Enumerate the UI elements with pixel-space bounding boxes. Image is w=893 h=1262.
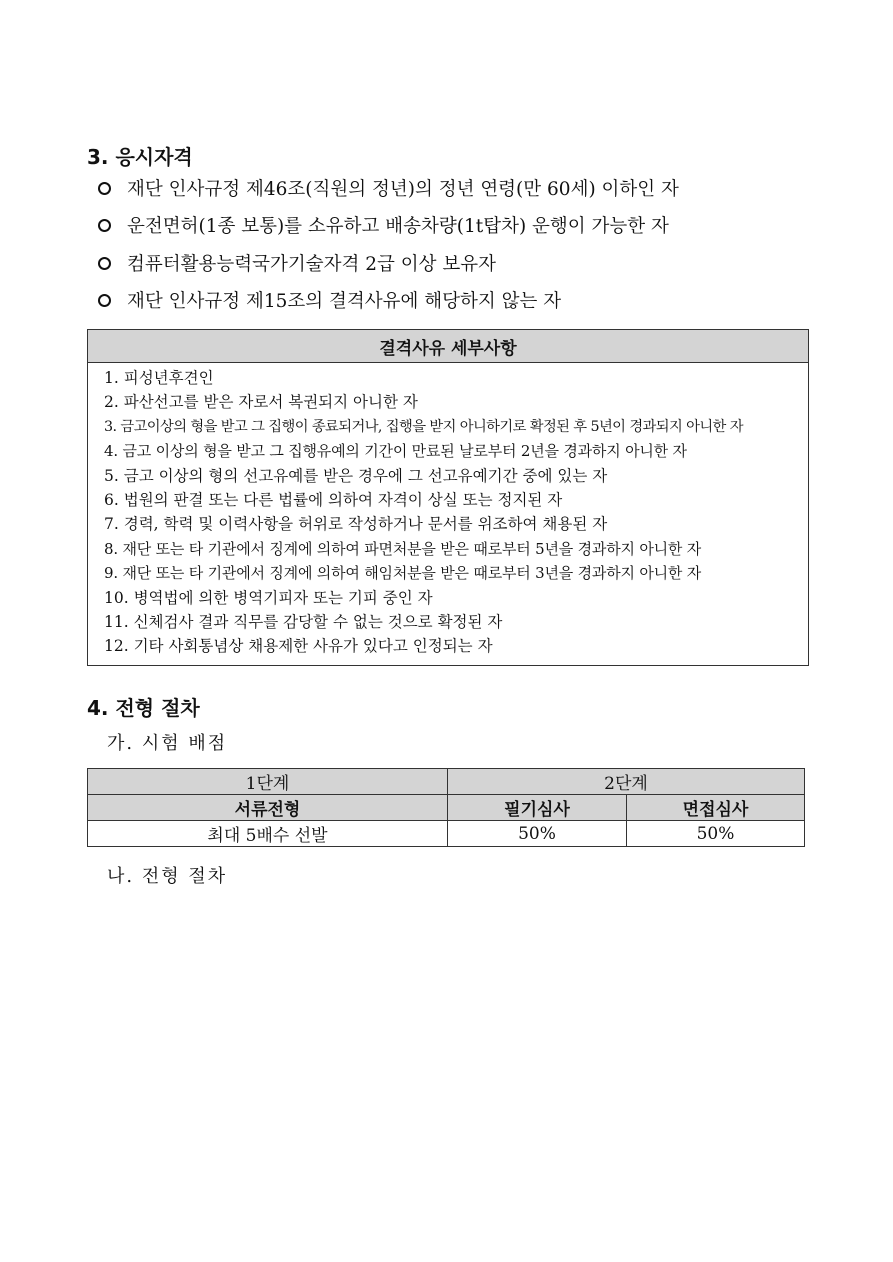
list-item: 10. 병역법에 의한 병역기피자 또는 기피 중인 자	[104, 588, 433, 607]
cell-interview: 50%	[627, 821, 805, 847]
list-item: 11. 신체검사 결과 직무를 감당할 수 없는 것으로 확정된 자	[104, 612, 503, 631]
section-3-title: 3. 응시자격	[87, 145, 193, 169]
subsection-a-title: 가. 시험 배점	[107, 733, 228, 754]
bullet-text: 운전면허(1종 보통)를 소유하고 배송차량(1t탑차) 운행이 가능한 자	[127, 216, 669, 237]
table-row	[88, 821, 805, 847]
score-table	[87, 768, 805, 847]
list-item: 4. 금고 이상의 형을 받고 그 집행유예의 기간이 만료된 날로부터 2년을 경과하지 아니한 자	[104, 442, 687, 461]
bullet-item	[98, 175, 679, 201]
table-row	[88, 795, 805, 821]
circle-bullet-icon	[98, 257, 111, 270]
disqualification-box-title: 결격사유 세부사항	[88, 330, 808, 363]
bullet-item	[98, 250, 496, 276]
cell-written-test: 50%	[448, 821, 627, 847]
list-item: 6. 법원의 판결 또는 다른 법률에 의하여 자격이 상실 또는 정지된 자	[104, 490, 563, 509]
list-item: 5. 금고 이상의 형의 선고유예를 받은 경우에 그 선고유예기간 중에 있는 자	[104, 466, 608, 485]
col-interview: 면접심사	[627, 795, 805, 821]
list-item: 7. 경력, 학력 및 이력사항을 허위로 작성하거나 문서를 위조하여 채용된 자	[104, 515, 608, 534]
list-item: 2. 파산선고를 받은 자로서 복권되지 아니한 자	[104, 393, 418, 412]
disqualification-box	[87, 329, 809, 666]
bullet-text: 컴퓨터활용능력국가기술자격 2급 이상 보유자	[127, 254, 496, 275]
stage2-header: 2단계	[448, 769, 805, 795]
list-item: 9. 재단 또는 타 기관에서 징계에 의하여 해임처분을 받은 때로부터 3년을 경과하지 아니한 자	[104, 564, 702, 583]
subsection-b-title: 나. 전형 절차	[107, 866, 228, 887]
bullet-item	[98, 212, 669, 238]
bullet-text: 재단 인사규정 제15조의 결격사유에 해당하지 않는 자	[127, 291, 562, 312]
list-item: 3. 금고이상의 형을 받고 그 집행이 종료되거나, 집행을 받지 아니하기로 확정된 후 5년이 경과되지 아니한 자	[104, 418, 743, 435]
col-document-screening: 서류전형	[88, 795, 448, 821]
stage1-header: 1단계	[88, 769, 448, 795]
list-item: 1. 피성년후견인	[104, 369, 214, 387]
disqualification-list	[88, 363, 808, 665]
col-written-test: 필기심사	[448, 795, 627, 821]
circle-bullet-icon	[98, 294, 111, 307]
circle-bullet-icon	[98, 182, 111, 195]
list-item: 8. 재단 또는 타 기관에서 징계에 의하여 파면처분을 받은 때로부터 5년을 경과하지 아니한 자	[104, 539, 702, 558]
bullet-text: 재단 인사규정 제46조(직원의 정년)의 정년 연령(만 60세) 이하인 자	[127, 179, 679, 200]
section-4-title: 4. 전형 절차	[87, 696, 200, 720]
cell-document-screening: 최대 5배수 선발	[88, 821, 448, 847]
circle-bullet-icon	[98, 219, 111, 232]
bullet-item	[98, 287, 561, 313]
list-item: 12. 기타 사회통념상 채용제한 사유가 있다고 인정되는 자	[104, 637, 493, 656]
table-row	[88, 769, 805, 795]
